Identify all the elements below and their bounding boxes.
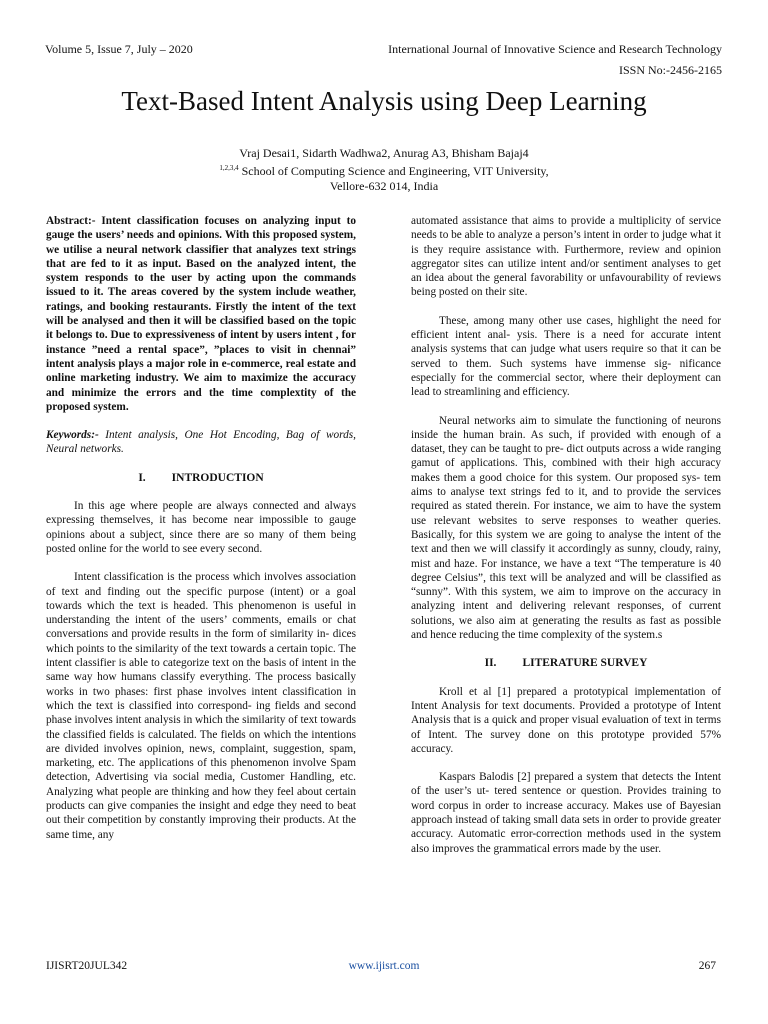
header-volume: Volume 5, Issue 7, July – 2020 — [45, 42, 193, 56]
footer-code: IJISRT20JUL342 — [46, 960, 128, 972]
author-block — [0, 146, 768, 194]
footer-page-number: 267 — [698, 960, 716, 972]
footer-url[interactable]: www.ijisrt.com — [348, 960, 420, 972]
intro-paragraph-2: Intent classification is the process which involves association of text and finding out the specific purpose (intent) or a goal towards which the text is headed. This phenomenon is useful in understanding the intent of the users’ comments, emails or chat conversations and provide results in the form of similarity in- dices which points to the similarity of the text towards a certain topic. The intent classifier is able to categorize text on the basis of intent in the same way how humans classify everything. The process basically works in two phases: first phase involves intent classification in which the text is classified into correspond- ing fields and second phase involves intent analysis in which the similarity of text towards the classified fields is calculated. The fields on which the intentions are divided involves opinion, news, complaint, suggestion, spam, marketing, etc. The applications of this phenomenon involve Spam detection, Advertising via social media, Customer Handling, etc. Analyzing what people are thinking and how they feel about certain products can give companies the insight and edge they need to beat out their competition by constantly improving their products. At the same time, any — [46, 571, 356, 841]
literature-paragraph-2: Kaspars Balodis [2] prepared a system that detects the Intent of the user’s ut- tered sentence or question. Provides training to word corpus in order to increase accuracy. Makes use of Bayesian approach instead of taking small data sets in order to provide greater accuracy. Automatic error-correction methods used in the system also improves the grammatical errors made by the user. — [411, 771, 721, 855]
header-issn: ISSN No:-2456-2165 — [618, 63, 722, 77]
affiliation-superscript: 1,2,3,4 — [219, 164, 239, 172]
affiliation-text: School of Computing Science and Engineering, VIT University, — [238, 164, 549, 178]
abstract: Abstract:- Intent classification focuses on analyzing input to gauge the users’ needs and opinions. With this proposed system, we utilise a neural network classifier that analyzes text strings that are fed to it as input. Based on the analyzed intent, the system responds to the user by acting upon the commands issued to it. The areas covered by the system include weather, ratings, and booking restaurants. Firstly the intent of the text will be analysed and then it will be classified based on the topic it belongs to. Due to expressiveness of intent by users intent , for instance ”need a rental space”, ”places to visit in chennai” intent analysis plays a major role in e-commerce, real estate and online marketing industry. We aim to maximize the accuracy and minimize the errors and the time complextity of the proposed system. — [46, 215, 356, 413]
section-title: LITERATURE SURVEY — [522, 657, 648, 670]
keywords-label: Keywords:- — [46, 429, 99, 442]
paper-title: Text-Based Intent Analysis using Deep Learning — [121, 86, 647, 116]
author-names: Vraj Desai1, Sidarth Wadhwa2, Anurag A3, Bhisham Bajaj4 — [239, 146, 529, 160]
left-column — [46, 214, 356, 856]
keywords — [46, 428, 356, 457]
body-paragraph-3: Neural networks aim to simulate the functioning of neurons inside the human brain. As such, if provided with enough of a dataset, they can be taught to pre- dict outputs across a wide ranging gamut of applications. This, combined with their high accuracy makes them a good choice for this system. Our proposed sys- tem aims to analyse text strings fed to it, and to provide the services required as stated therein. For instance, we aim to have the system use relevant websites to serve responses to weather queries. Basically, for this system we are going to analyse the intent of the text and then we will classify it accordingly as sunny, cloudy, rainy, mist and haze. For instance, we have a text “The temperature is 40 degree Celsius”, this text will be analyzed and will be classified as “sunny”. With this system, we aim to improve on the accuracy in analyzing intent and delivering relevant responses, of current solutions, we also aim at generating the results as fast as possible and hence reducing the time complexity of the system.s — [411, 414, 721, 642]
right-column — [411, 214, 721, 870]
section-number: II. — [484, 657, 497, 670]
section-heading-introduction — [46, 471, 356, 485]
header-journal: International Journal of Innovative Science and Research Technology — [388, 42, 722, 56]
section-heading-literature-survey — [411, 656, 721, 670]
section-title: INTRODUCTION — [171, 471, 264, 484]
keywords-text: Intent analysis, One Hot Encoding, Bag of words, Neural networks. — [46, 429, 356, 456]
intro-paragraph-1: In this age where people are always connected and always expressing themselves, it has become near impossible to gauge opinions about a subject, since there are so many of them being posted online for the world to see every second. — [46, 500, 356, 555]
body-paragraph-2: These, among many other use cases, highlight the need for efficient intent anal- ysis. There is a need for accurate intent analysis systems that can judge what users require so that it can be served to them. Such systems have immense sig- nificance especially for the commercial sector, where their deployment can lead to streamlining and efficiency. — [411, 314, 721, 399]
author-location: Vellore-632 014, India — [329, 179, 439, 193]
section-number: I. — [138, 471, 146, 484]
author-affiliation — [0, 161, 768, 179]
literature-paragraph-1: Kroll et al [1] prepared a prototypical implementation of Intent Analysis for text documents. Provided a prototype of Intent Analysis that is a quick and proper visual evaluation of text in terms of Intent. The survey done on this prototype provided 57% accuracy. — [411, 685, 721, 755]
body-paragraph-1: automated assistance that aims to provide a multiplicity of service needs to be able to analyze a person’s intent in order to judge what it is they require assistance with. Furthermore, review and opinion aggregator sites can utilize intent and/or sentiment analyses to get an idea about the general favorability or unfavourability of reviews being posted on their site. — [411, 215, 721, 299]
